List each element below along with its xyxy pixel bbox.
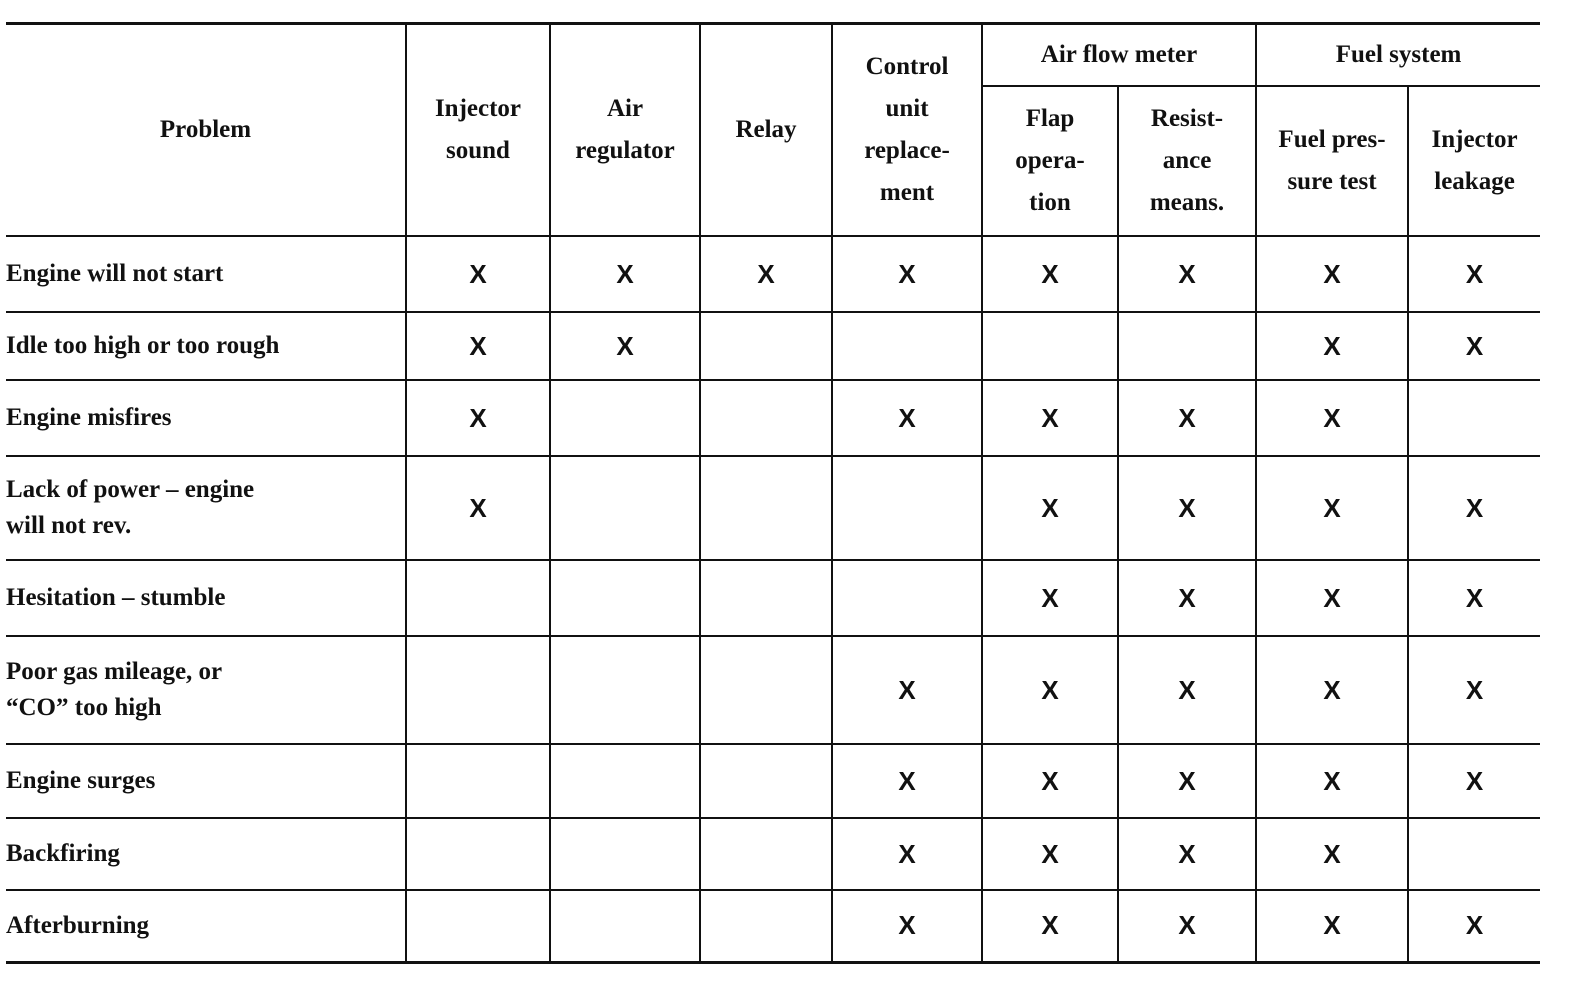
- header-row-group: [6, 24, 1540, 87]
- mark-cell: [700, 380, 832, 456]
- mark-cell: [406, 890, 550, 962]
- header-flap-operation: Flap opera- tion: [982, 86, 1118, 236]
- header-resistance-means: Resist- ance means.: [1118, 86, 1256, 236]
- mark-cell: X: [982, 380, 1118, 456]
- mark-cell: [550, 380, 700, 456]
- mark-cell: X: [1408, 456, 1540, 560]
- mark-cell: X: [1256, 456, 1408, 560]
- mark-cell: X: [1408, 744, 1540, 818]
- header-relay: Relay: [700, 24, 832, 237]
- mark-cell: X: [1256, 560, 1408, 636]
- mark-cell: X: [832, 890, 982, 962]
- mark-cell: X: [406, 380, 550, 456]
- mark-cell: X: [982, 818, 1118, 890]
- mark-cell: [700, 818, 832, 890]
- mark-cell: X: [982, 636, 1118, 744]
- table-row: [6, 456, 1540, 560]
- mark-cell: X: [550, 236, 700, 312]
- table-row: [6, 236, 1540, 312]
- mark-cell: [1408, 380, 1540, 456]
- problem-cell: Backfiring: [6, 818, 406, 890]
- mark-cell: X: [1118, 380, 1256, 456]
- mark-cell: X: [1118, 560, 1256, 636]
- mark-cell: X: [1118, 744, 1256, 818]
- mark-cell: X: [1118, 818, 1256, 890]
- table-row: [6, 636, 1540, 744]
- mark-cell: X: [1256, 636, 1408, 744]
- problem-cell: Afterburning: [6, 890, 406, 962]
- mark-cell: X: [1408, 636, 1540, 744]
- mark-cell: X: [406, 236, 550, 312]
- mark-cell: X: [406, 456, 550, 560]
- problem-cell: Idle too high or too rough: [6, 312, 406, 380]
- table-row: [6, 744, 1540, 818]
- mark-cell: X: [1118, 636, 1256, 744]
- problem-cell: Hesitation – stumble: [6, 560, 406, 636]
- mark-cell: [832, 456, 982, 560]
- mark-cell: [700, 456, 832, 560]
- mark-cell: X: [1118, 456, 1256, 560]
- mark-cell: [550, 818, 700, 890]
- mark-cell: X: [1256, 818, 1408, 890]
- table-row: [6, 818, 1540, 890]
- diagnosis-table-page: [6, 22, 1540, 964]
- mark-cell: X: [700, 236, 832, 312]
- problem-cell: Engine will not start: [6, 236, 406, 312]
- mark-cell: X: [1408, 560, 1540, 636]
- mark-cell: X: [1408, 236, 1540, 312]
- mark-cell: [406, 636, 550, 744]
- mark-cell: [1408, 818, 1540, 890]
- mark-cell: [406, 744, 550, 818]
- mark-cell: [550, 744, 700, 818]
- mark-cell: X: [1118, 236, 1256, 312]
- mark-cell: [550, 890, 700, 962]
- mark-cell: X: [1256, 890, 1408, 962]
- problem-cell: Engine surges: [6, 744, 406, 818]
- mark-cell: X: [982, 560, 1118, 636]
- mark-cell: X: [982, 890, 1118, 962]
- mark-cell: [832, 312, 982, 380]
- mark-cell: [550, 636, 700, 744]
- mark-cell: X: [982, 236, 1118, 312]
- mark-cell: [700, 744, 832, 818]
- mark-cell: X: [982, 456, 1118, 560]
- mark-cell: [550, 456, 700, 560]
- mark-cell: X: [1256, 744, 1408, 818]
- header-air-regulator: Air regulator: [550, 24, 700, 237]
- mark-cell: X: [1256, 312, 1408, 380]
- mark-cell: X: [982, 744, 1118, 818]
- mark-cell: X: [832, 236, 982, 312]
- header-problem: Problem: [6, 24, 406, 237]
- problem-cell: Poor gas mileage, or “CO” too high: [6, 636, 406, 744]
- mark-cell: [700, 890, 832, 962]
- mark-cell: [832, 560, 982, 636]
- header-control-unit-replacement: Control unit replace- ment: [832, 24, 982, 237]
- mark-cell: X: [1118, 890, 1256, 962]
- diagnosis-table: [6, 22, 1540, 964]
- mark-cell: [700, 636, 832, 744]
- header-injector-leakage: Injector leakage: [1408, 86, 1540, 236]
- header-fuel-pressure-test: Fuel pres- sure test: [1256, 86, 1408, 236]
- table-row: [6, 560, 1540, 636]
- mark-cell: X: [832, 380, 982, 456]
- problem-cell: Lack of power – engine will not rev.: [6, 456, 406, 560]
- problem-cell: Engine misfires: [6, 380, 406, 456]
- mark-cell: [406, 818, 550, 890]
- mark-cell: X: [1408, 890, 1540, 962]
- table-row: [6, 312, 1540, 380]
- header-fuel-system: Fuel system: [1256, 24, 1540, 87]
- mark-cell: X: [1256, 380, 1408, 456]
- header-air-flow-meter: Air flow meter: [982, 24, 1256, 87]
- mark-cell: [406, 560, 550, 636]
- mark-cell: X: [406, 312, 550, 380]
- mark-cell: [700, 560, 832, 636]
- mark-cell: [1118, 312, 1256, 380]
- mark-cell: X: [832, 636, 982, 744]
- header-injector-sound: Injector sound: [406, 24, 550, 237]
- table-row: [6, 890, 1540, 962]
- mark-cell: X: [1408, 312, 1540, 380]
- mark-cell: X: [550, 312, 700, 380]
- mark-cell: X: [832, 744, 982, 818]
- mark-cell: [700, 312, 832, 380]
- mark-cell: X: [832, 818, 982, 890]
- mark-cell: [982, 312, 1118, 380]
- mark-cell: [550, 560, 700, 636]
- mark-cell: X: [1256, 236, 1408, 312]
- table-row: [6, 380, 1540, 456]
